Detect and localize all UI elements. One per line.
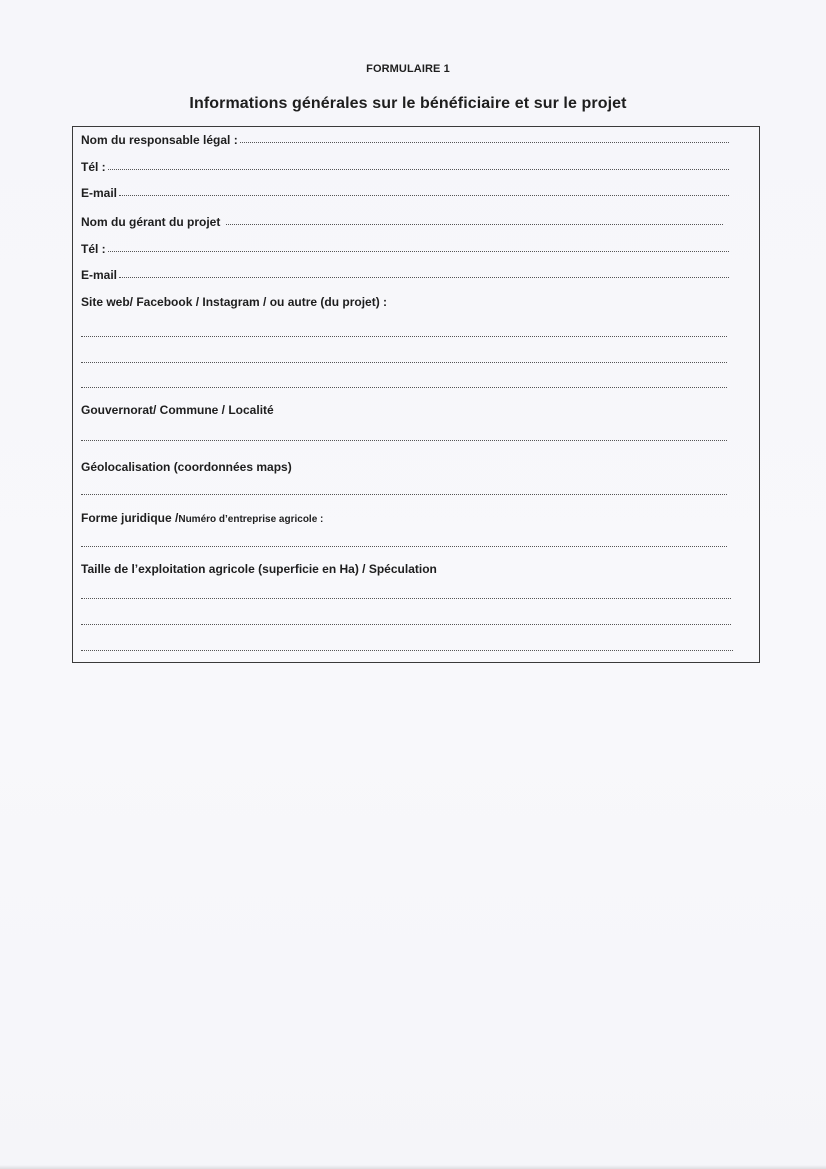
dotted-answer-line[interactable] — [81, 597, 731, 599]
field-site-web — [81, 295, 729, 309]
form-title: Informations générales sur le bénéficiaire et sur le projet — [189, 95, 627, 112]
field-label: Nom du responsable légal : — [81, 133, 238, 147]
field-geolocalisation — [81, 460, 729, 474]
field-taille-exploitation — [81, 562, 729, 576]
field-email-2[interactable] — [81, 268, 729, 282]
dotted-answer-line[interactable] — [108, 167, 729, 170]
field-label — [81, 511, 323, 527]
field-label: E-mail — [81, 186, 118, 200]
dotted-answer-line[interactable] — [119, 275, 729, 278]
dotted-answer-line[interactable] — [81, 623, 731, 625]
form-box — [72, 126, 760, 663]
form-number: FORMULAIRE 1 — [366, 63, 450, 75]
dotted-answer-line[interactable] — [108, 249, 729, 252]
field-forme-juridique — [81, 511, 729, 527]
dotted-answer-line[interactable] — [81, 649, 733, 651]
dotted-answer-line[interactable] — [119, 193, 729, 196]
field-tel-1[interactable] — [81, 160, 729, 174]
forme-juridique-label: Forme juridique / — [81, 511, 179, 525]
dotted-answer-line[interactable] — [81, 386, 727, 388]
field-responsable-legal[interactable] — [81, 133, 729, 147]
dotted-answer-line[interactable] — [81, 335, 727, 337]
field-gouvernorat — [81, 403, 729, 417]
field-label: Tél : — [81, 160, 106, 174]
scan-edge-shadow — [0, 1165, 826, 1169]
field-label: Tél : — [81, 242, 106, 256]
dotted-answer-line[interactable] — [240, 140, 729, 143]
field-label: Gouvernorat/ Commune / Localité — [81, 403, 274, 417]
field-label: Taille de l’exploitation agricole (superficie en Ha) / Spéculation — [81, 562, 437, 576]
field-gerant-projet[interactable] — [81, 215, 729, 229]
dotted-answer-line[interactable] — [81, 439, 727, 441]
dotted-answer-line[interactable] — [226, 222, 723, 225]
numero-entreprise-label: Numéro d’entreprise agricole : — [178, 514, 324, 525]
field-email-1[interactable] — [81, 186, 729, 200]
field-label: E-mail — [81, 268, 118, 282]
field-label: Site web/ Facebook / Instagram / ou autre (du projet) : — [81, 295, 388, 309]
field-label: Nom du gérant du projet — [81, 215, 221, 229]
dotted-answer-line[interactable] — [81, 493, 727, 495]
dotted-answer-line[interactable] — [81, 361, 727, 363]
field-tel-2[interactable] — [81, 242, 729, 256]
dotted-answer-line[interactable] — [81, 545, 727, 547]
field-label: Géolocalisation (coordonnées maps) — [81, 460, 292, 474]
